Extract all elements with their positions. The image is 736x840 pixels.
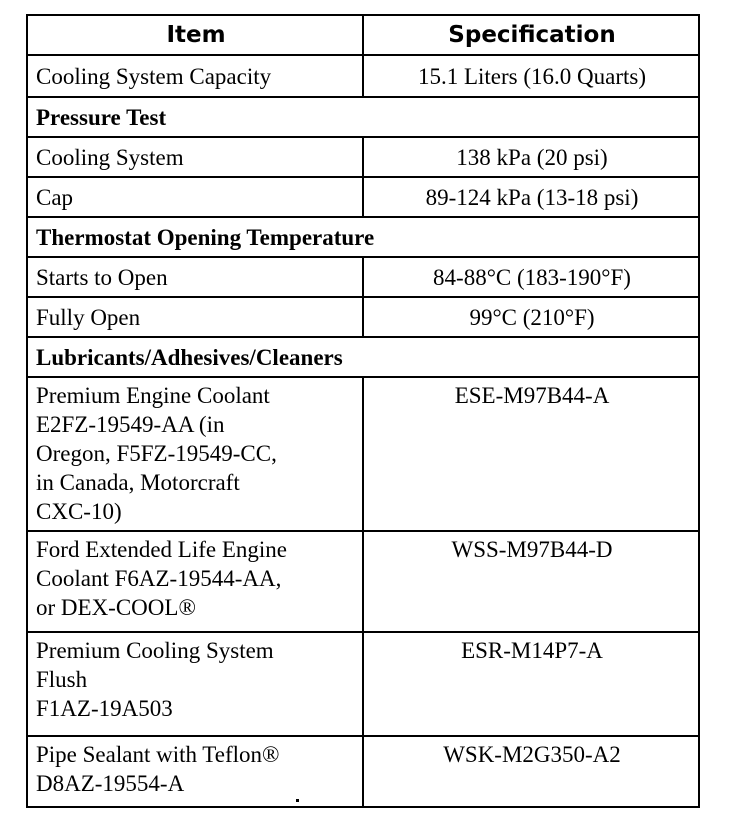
table-row [27, 137, 699, 177]
stray-dot-mark [296, 799, 299, 802]
section-row [27, 97, 699, 137]
item-line: Pipe Sealant with Teflon® [36, 742, 280, 767]
spec-cell: 89-124 kPa (13-18 psi) [363, 177, 699, 217]
item-cell [27, 632, 363, 736]
item-line: or DEX-COOL® [36, 595, 196, 620]
spec-cell: ESE-M97B44-A [363, 377, 699, 531]
table-row [27, 377, 699, 531]
table-row [27, 55, 699, 97]
item-line: Oregon, F5FZ-19549-CC, [36, 441, 277, 466]
item-cell: Cooling System [27, 137, 363, 177]
spec-cell: WSK-M2G350-A2 [363, 736, 699, 807]
item-line: Premium Cooling System [36, 638, 274, 663]
spec-cell: 15.1 Liters (16.0 Quarts) [363, 55, 699, 97]
item-cell: Cooling System Capacity [27, 55, 363, 97]
table-row [27, 297, 699, 337]
header-row [27, 15, 699, 55]
item-line: in Canada, Motorcraft [36, 470, 240, 495]
item-cell: Starts to Open [27, 257, 363, 297]
section-heading: Thermostat Opening Temperature [27, 217, 699, 257]
item-line: D8AZ-19554-A [36, 771, 185, 796]
item-cell [27, 377, 363, 531]
spec-cell: 138 kPa (20 psi) [363, 137, 699, 177]
spec-cell: WSS-M97B44-D [363, 531, 699, 632]
spec-cell: ESR-M14P7-A [363, 632, 699, 736]
item-cell [27, 736, 363, 807]
item-cell [27, 531, 363, 632]
section-row [27, 337, 699, 377]
item-line: Flush [36, 667, 88, 692]
item-line: Premium Engine Coolant [36, 383, 270, 408]
section-row [27, 217, 699, 257]
table-row [27, 736, 699, 807]
table-row [27, 531, 699, 632]
specifications-table [26, 14, 700, 808]
table-row [27, 177, 699, 217]
table-row [27, 257, 699, 297]
item-cell: Cap [27, 177, 363, 217]
section-heading: Lubricants/Adhesives/Cleaners [27, 337, 699, 377]
column-header-specification: Specification [363, 15, 699, 55]
spec-cell: 84-88°C (183-190°F) [363, 257, 699, 297]
spec-cell: 99°C (210°F) [363, 297, 699, 337]
item-line: Coolant F6AZ-19544-AA, [36, 566, 282, 591]
item-line: F1AZ-19A503 [36, 696, 173, 721]
item-line: Ford Extended Life Engine [36, 537, 288, 562]
item-line: E2FZ-19549-AA (in [36, 412, 225, 437]
item-cell: Fully Open [27, 297, 363, 337]
section-heading: Pressure Test [27, 97, 699, 137]
column-header-item: Item [27, 15, 363, 55]
table-row [27, 632, 699, 736]
item-line: CXC-10) [36, 499, 122, 524]
